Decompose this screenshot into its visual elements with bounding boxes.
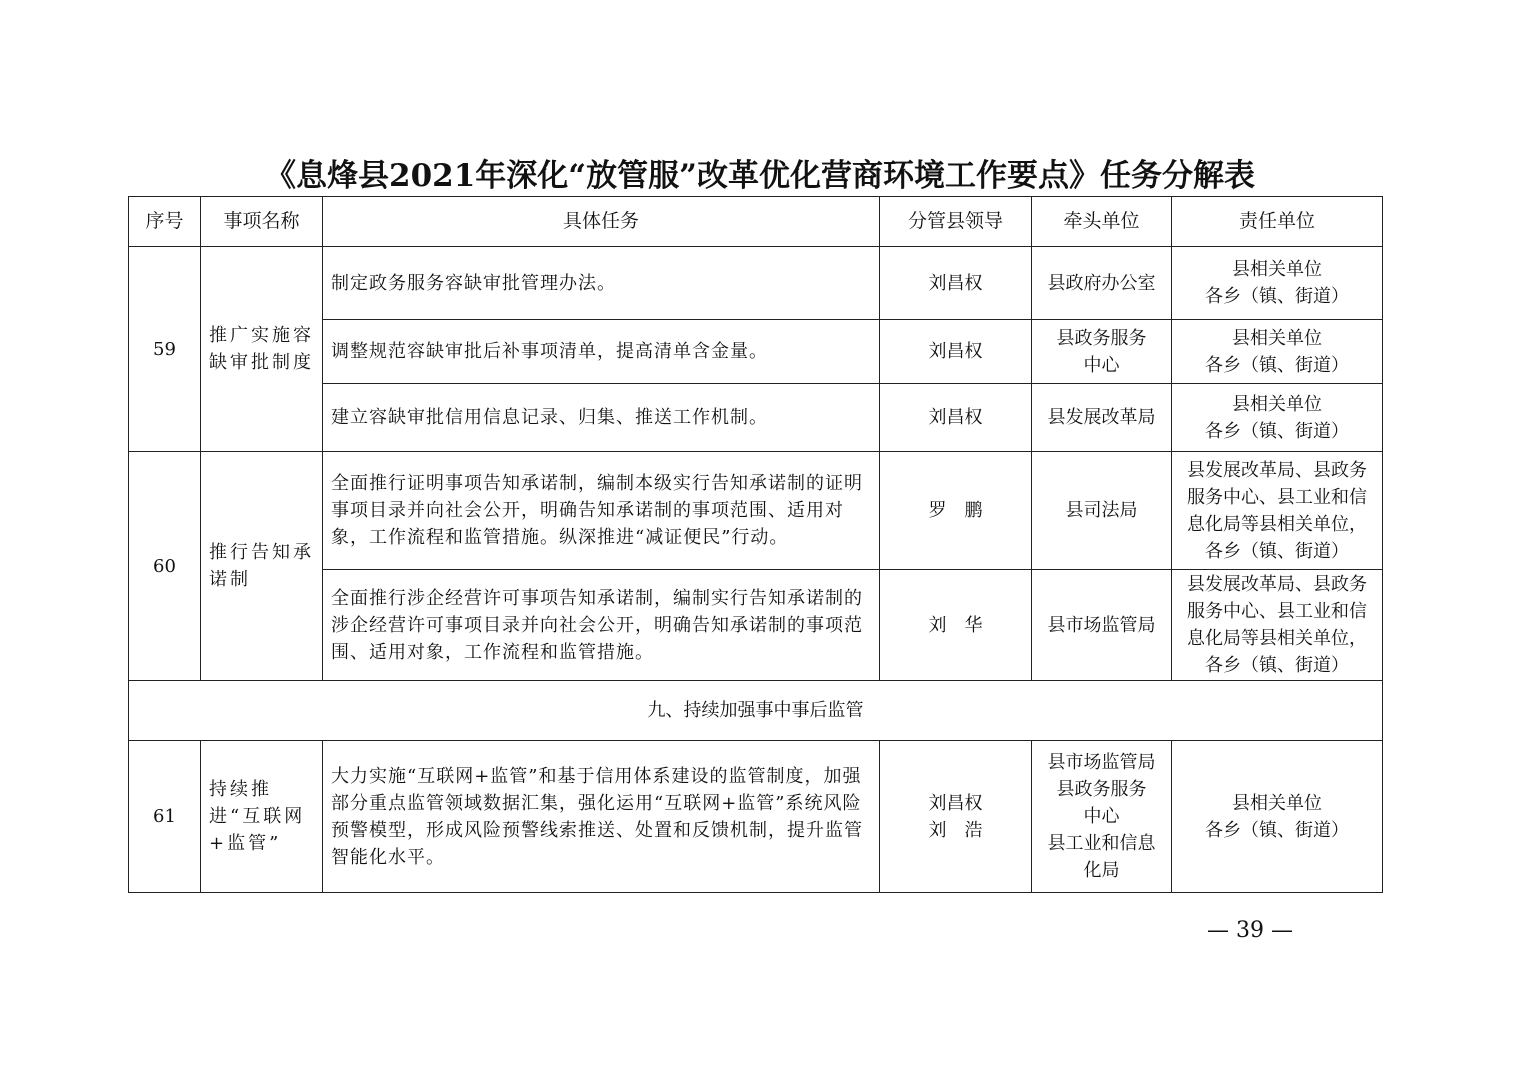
row-lead-unit: 县市场监管局: [1032, 570, 1172, 681]
table-row: [129, 741, 1383, 893]
row-leader: 刘昌权: [880, 320, 1032, 384]
row-lead-unit: 县政务服务 中心: [1032, 320, 1172, 384]
row-leader: 刘昌权: [880, 247, 1032, 320]
row-lead-unit: 县发展改革局: [1032, 384, 1172, 452]
table-row: [129, 247, 1383, 320]
header-item: 事项名称: [201, 197, 323, 247]
row-resp-unit: 县相关单位 各乡（镇、街道）: [1172, 320, 1383, 384]
document-title: 《息烽县2021年深化“放管服”改革优化营商环境工作要点》任务分解表: [265, 158, 1255, 194]
page-number: — 39 —: [1207, 918, 1293, 943]
row-item-name: 推广实施容缺审批制度: [201, 247, 323, 452]
header-task: 具体任务: [323, 197, 880, 247]
row-resp-unit: 县相关单位 各乡（镇、街道）: [1172, 384, 1383, 452]
table-header-row: [129, 197, 1383, 247]
row-item-name: 持续推进“互联网+监管”: [201, 741, 323, 893]
row-leader: 罗 鹏: [880, 452, 1032, 570]
row-resp-unit: 县发展改革局、县政务服务中心、县工业和信息化局等县相关单位，各乡（镇、街道）: [1172, 452, 1383, 570]
row-leader: 刘昌权 刘 浩: [880, 741, 1032, 893]
row-lead-unit: 县政府办公室: [1032, 247, 1172, 320]
row-no: 60: [129, 452, 201, 681]
section-title: 九、持续加强事中事后监管: [129, 681, 1383, 741]
row-task: 全面推行涉企经营许可事项告知承诺制，编制实行告知承诺制的涉企经营许可事项目录并向社会公开，明确告知承诺制的事项范围、适用对象，工作流程和监管措施。: [323, 570, 880, 681]
row-resp-unit: 县发展改革局、县政务服务中心、县工业和信息化局等县相关单位，各乡（镇、街道）: [1172, 570, 1383, 681]
row-leader: 刘 华: [880, 570, 1032, 681]
header-leader: 分管县领导: [880, 197, 1032, 247]
row-task: 调整规范容缺审批后补事项清单，提高清单含金量。: [323, 320, 880, 384]
row-leader: 刘昌权: [880, 384, 1032, 452]
row-resp-unit: 县相关单位 各乡（镇、街道）: [1172, 741, 1383, 893]
row-resp-unit: 县相关单位 各乡（镇、街道）: [1172, 247, 1383, 320]
row-task: 大力实施“互联网+监管”和基于信用体系建设的监管制度，加强部分重点监管领域数据汇集，强化运用“互联网+监管”系统风险预警模型，形成风险预警线索推送、处置和反馈机制，提升监管智能化水平。: [323, 741, 880, 893]
row-no: 59: [129, 247, 201, 452]
row-no: 61: [129, 741, 201, 893]
task-table: [128, 196, 1383, 893]
row-item-name: 推行告知承诺制: [201, 452, 323, 681]
row-lead-unit: 县司法局: [1032, 452, 1172, 570]
header-no: 序号: [129, 197, 201, 247]
table-row: [129, 452, 1383, 570]
row-task: 全面推行证明事项告知承诺制，编制本级实行告知承诺制的证明事项目录并向社会公开，明确告知承诺制的事项范围、适用对象，工作流程和监管措施。纵深推进“减证便民”行动。: [323, 452, 880, 570]
row-task: 制定政务服务容缺审批管理办法。: [323, 247, 880, 320]
header-lead-unit: 牵头单位: [1032, 197, 1172, 247]
header-resp-unit: 责任单位: [1172, 197, 1383, 247]
section-row: [129, 681, 1383, 741]
row-task: 建立容缺审批信用信息记录、归集、推送工作机制。: [323, 384, 880, 452]
row-lead-unit: 县市场监管局 县政务服务 中心 县工业和信息 化局: [1032, 741, 1172, 893]
